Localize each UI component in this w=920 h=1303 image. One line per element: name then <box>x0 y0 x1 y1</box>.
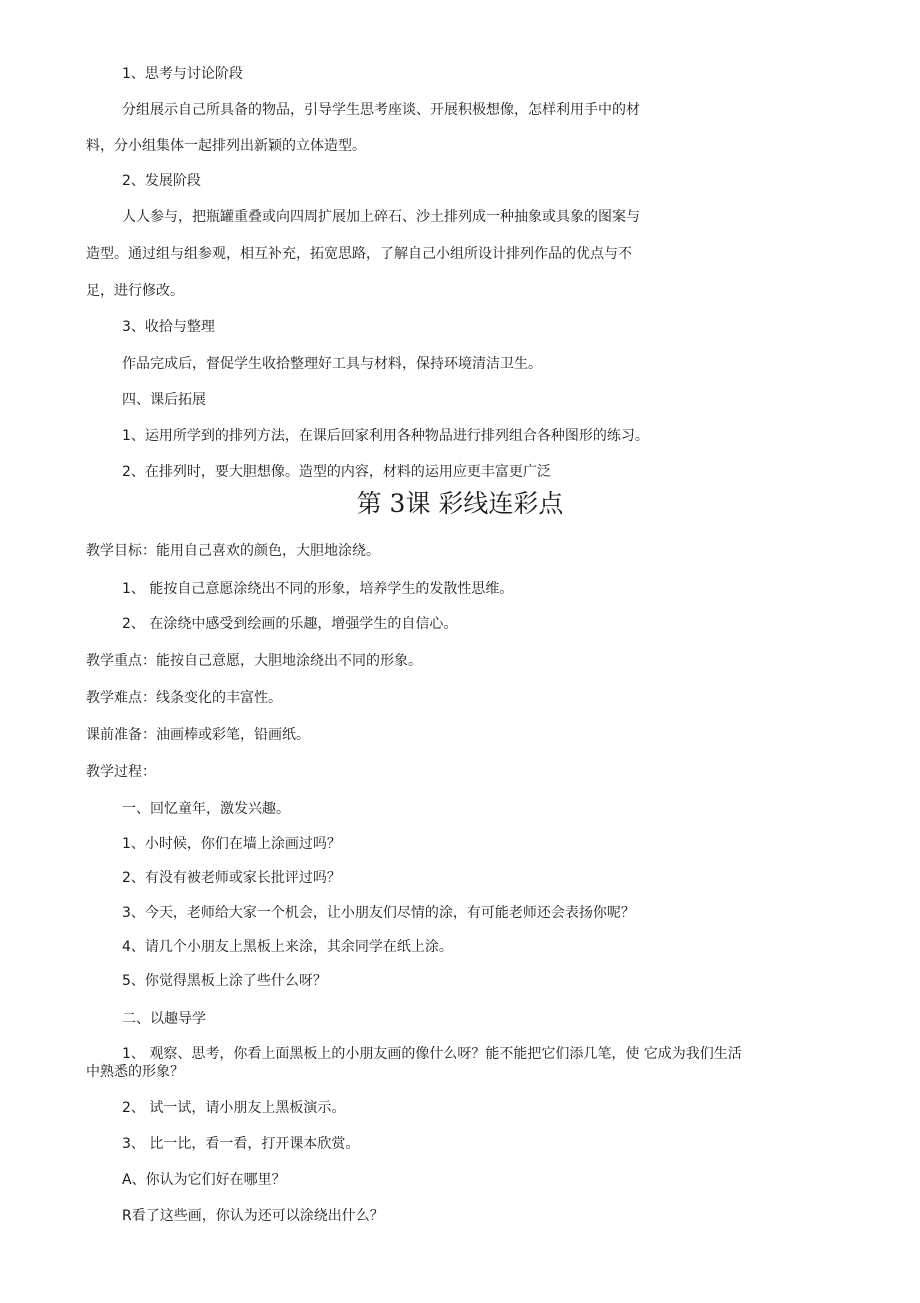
part2-item-3: 3、 比一比，看一看，打开课本欣赏。 <box>122 1136 360 1152</box>
part2-item-B: R看了这些画，你认为还可以涂绕出什么？ <box>122 1208 384 1224</box>
s1-heading: 1、思考与讨论阶段 <box>122 66 243 82</box>
teaching-goal: 教学目标：能用自己喜欢的颜色，大胆地涂绕。 <box>86 543 380 559</box>
s4-item-2: 2、在排列时，要大胆想像。造型的内容，材料的运用应更丰富更广泛 <box>122 464 551 480</box>
part1-item-3: 3、今天，老师给大家一个机会，让小朋友们尽情的涂，有可能老师还会表扬你呢？ <box>122 905 635 921</box>
part1-item-2: 2、有没有被老师或家长批评过吗？ <box>122 870 341 886</box>
teaching-difficulty: 教学难点：线条变化的丰富性。 <box>86 690 282 706</box>
class-preparation: 课前准备：油画棒或彩笔，铅画纸。 <box>86 727 310 743</box>
s3-paragraph: 作品完成后，督促学生收拾整理好工具与材料，保持环境清洁卫生。 <box>122 356 542 372</box>
part2-item-1-line-2: 中熟悉的形象？ <box>86 1064 184 1080</box>
part2-heading: 二、以趣导学 <box>122 1011 206 1027</box>
s3-heading: 3、收拾与整理 <box>122 319 215 335</box>
part1-item-4: 4、请几个小朋友上黑板上来涂，其余同学在纸上涂。 <box>122 939 453 955</box>
teaching-goal-1: 1、 能按自己意愿涂绕出不同的形象，培养学生的发散性思维。 <box>122 581 514 597</box>
teaching-goal-2: 2、 在涂绕中感受到绘画的乐趣，增强学生的自信心。 <box>122 616 458 632</box>
s2-paragraph-line-1: 人人参与，把瓶罐重叠或向四周扩展加上碎石、沙土排列成一种抽象或具象的图案与 <box>122 209 640 225</box>
s4-item-1: 1、运用所学到的排列方法，在课后回家利用各种物品进行排列组合各种图形的练习。 <box>122 428 649 444</box>
teaching-key-point: 教学重点：能按自己意愿，大胆地涂绕出不同的形象。 <box>86 653 422 669</box>
s1-paragraph-line-1: 分组展示自己所具备的物品，引导学生思考座谈、开展积极想像，怎样利用手中的材 <box>122 102 640 118</box>
s2-paragraph-line-3: 足，进行修改。 <box>86 283 184 299</box>
s4-heading: 四、课后拓展 <box>122 392 206 408</box>
part2-item-A: A、你认为它们好在哪里？ <box>122 1172 286 1188</box>
s2-heading: 2、发展阶段 <box>122 173 201 189</box>
s1-paragraph-line-2: 料，分小组集体一起排列出新颖的立体造型。 <box>86 138 366 154</box>
lesson-title: 第 3课 彩线连彩点 <box>356 489 564 518</box>
s2-paragraph-line-2: 造型。通过组与组参观，相互补充，拓宽思路，了解自己小组所设计排列作品的优点与不 <box>86 246 632 262</box>
part1-item-1: 1、小时候，你们在墙上涂画过吗？ <box>122 836 341 852</box>
part1-heading: 一、回忆童年，激发兴趣。 <box>122 801 290 817</box>
part2-item-2: 2、 试一试，请小朋友上黑板演示。 <box>122 1100 346 1116</box>
teaching-process: 教学过程： <box>86 764 156 780</box>
part2-item-1-line-1: 1、 观察、思考，你看上面黑板上的小朋友画的像什么呀？能不能把它们添几笔，使 它成为我们生活 <box>122 1046 742 1062</box>
part1-item-5: 5、你觉得黑板上涂了些什么呀？ <box>122 973 327 989</box>
